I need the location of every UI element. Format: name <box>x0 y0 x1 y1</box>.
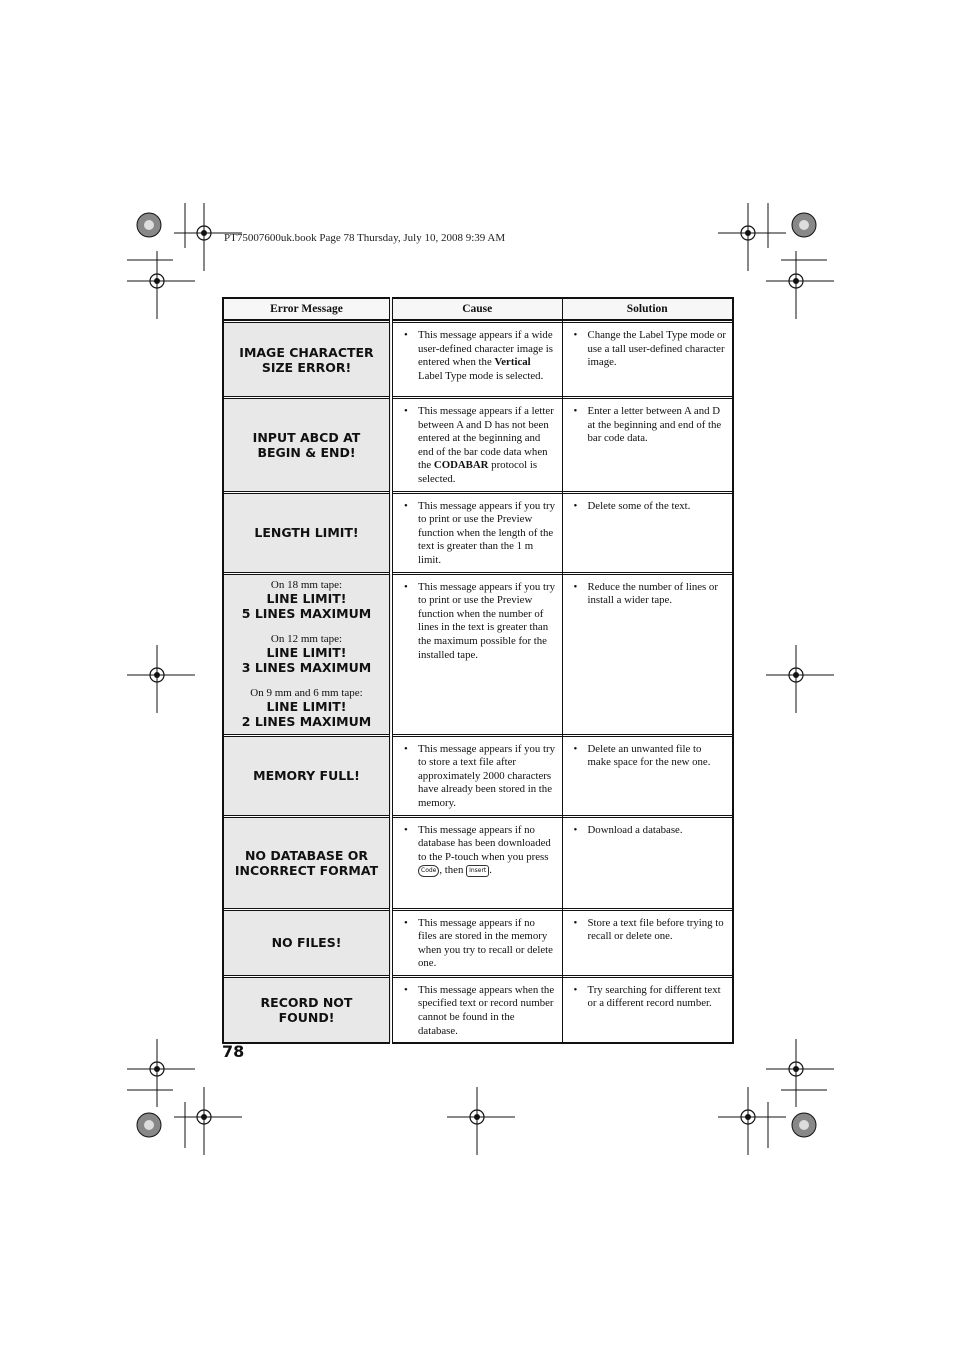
column-header-cause: Cause <box>391 298 562 320</box>
error-message-line: LINE LIMIT! <box>266 699 347 715</box>
error-message-cell <box>223 736 391 815</box>
error-message-line: 3 LINES MAXIMUM <box>241 660 372 676</box>
error-message-line: MEMORY FULL! <box>253 768 360 784</box>
error-message-line: 2 LINES MAXIMUM <box>241 714 372 730</box>
tape-width-note: On 18 mm tape: <box>270 579 343 592</box>
solution-cell <box>562 817 733 908</box>
cause-cell <box>391 574 562 734</box>
error-message-line: INPUT ABCD AT <box>252 429 361 445</box>
cause-text: • This message appears if no database has been downloaded to the P-touch when you press Code , then Insert . <box>418 824 556 878</box>
table-row <box>223 323 733 397</box>
error-message-cell <box>223 323 391 397</box>
solution-text: • Delete some of the text. <box>588 500 727 514</box>
error-message-line: SIZE ERROR! <box>261 359 352 375</box>
cause-text: • This message appears if you try to store a text file after approximately 2000 characters have already been stored in the memory. <box>418 743 556 811</box>
table-row <box>223 493 733 572</box>
cause-cell <box>391 323 562 397</box>
error-message-line: IMAGE CHARACTER <box>239 344 374 360</box>
error-message-cell <box>223 574 391 734</box>
error-message-line: INCORRECT FORMAT <box>234 862 379 878</box>
solution-text: • Change the Label Type mode or use a tall user-defined character image. <box>588 329 727 370</box>
tape-width-note: On 9 mm and 6 mm tape: <box>250 687 363 700</box>
insert-key-icon: Insert <box>466 865 489 877</box>
solution-text: • Delete an unwanted file to make space for the new one. <box>588 743 727 770</box>
error-message-line: FOUND! <box>278 1010 335 1026</box>
table-header-row <box>223 298 733 320</box>
solution-cell <box>562 736 733 815</box>
error-message-line: BEGIN & END! <box>257 444 356 460</box>
page-number: 78 <box>222 1042 245 1061</box>
column-header-error-message: Error Message <box>223 298 391 320</box>
error-message-line: 5 LINES MAXIMUM <box>241 606 372 622</box>
table-row <box>223 736 733 815</box>
error-message-cell <box>223 910 391 975</box>
solution-text: • Reduce the number of lines or install a wider tape. <box>588 581 727 608</box>
error-message-line: LENGTH LIMIT! <box>254 525 359 541</box>
solution-cell <box>562 323 733 397</box>
tape-width-note: On 12 mm tape: <box>270 633 343 646</box>
solution-cell <box>562 574 733 734</box>
table-row <box>223 399 733 492</box>
column-header-solution: Solution <box>562 298 733 320</box>
table-row <box>223 574 733 734</box>
cause-text: • This message appears if no files are stored in the memory when you try to recall or delete one. <box>418 917 556 971</box>
error-message-line: RECORD NOT <box>260 995 353 1011</box>
cause-cell <box>391 736 562 815</box>
error-message-cell <box>223 493 391 572</box>
table-row <box>223 817 733 908</box>
error-message-table <box>222 297 734 1044</box>
cause-cell <box>391 817 562 908</box>
cause-cell <box>391 399 562 492</box>
error-message-cell <box>223 817 391 908</box>
cause-text: • This message appears if a wide user-defined character image is entered when the Vertical Label Type mode is selected. <box>418 329 556 383</box>
error-message-line: LINE LIMIT! <box>266 591 347 607</box>
solution-text: • Try searching for different text or a different record number. <box>588 984 727 1011</box>
cause-text: • This message appears if a letter between A and D has not been entered at the beginning and end of the bar code data when the CODABAR protocol is selected. <box>418 405 556 487</box>
print-header: PT75007600uk.book Page 78 Thursday, July 10, 2008 9:39 AM <box>224 232 506 244</box>
cause-cell <box>391 977 562 1043</box>
error-message-line: LINE LIMIT! <box>266 645 347 661</box>
tape-width-group <box>224 579 389 621</box>
solution-text: • Store a text file before trying to recall or delete one. <box>588 917 727 944</box>
cause-cell <box>391 493 562 572</box>
table-body <box>223 320 733 1043</box>
solution-text: • Enter a letter between A and D at the beginning and end of the bar code data. <box>588 405 727 446</box>
tape-width-group <box>224 633 389 675</box>
error-message-cell <box>223 399 391 492</box>
solution-cell <box>562 493 733 572</box>
solution-text: • Download a database. <box>588 824 727 838</box>
cause-text: • This message appears if you try to print or use the Preview function when the length of the text is greater than the 1 m limit. <box>418 500 556 568</box>
error-message-line: NO FILES! <box>271 935 342 951</box>
code-key-icon: Code <box>418 865 439 877</box>
solution-cell <box>562 399 733 492</box>
table-row <box>223 910 733 975</box>
solution-cell <box>562 910 733 975</box>
cause-cell <box>391 910 562 975</box>
tape-width-group <box>224 687 389 729</box>
cause-text: • This message appears when the specified text or record number cannot be found in the database. <box>418 984 556 1038</box>
error-message-line: NO DATABASE OR <box>244 847 369 863</box>
solution-cell <box>562 977 733 1043</box>
error-message-cell <box>223 977 391 1043</box>
table-row <box>223 977 733 1043</box>
cause-text: • This message appears if you try to print or use the Preview function when the number of lines in the text is greater than the maximum possible for the installed tape. <box>418 581 556 663</box>
